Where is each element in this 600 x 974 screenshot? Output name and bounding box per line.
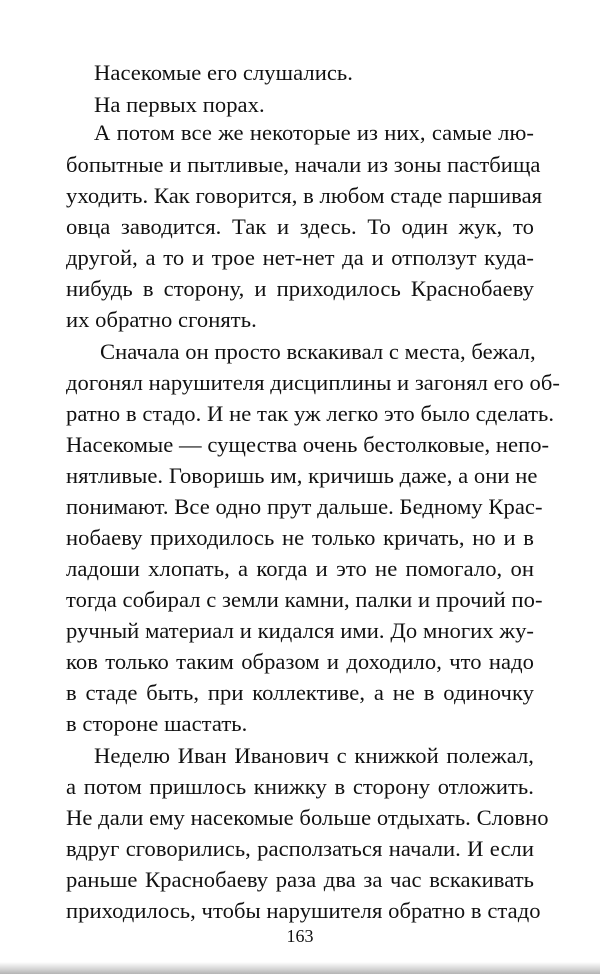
text-line: раньше Краснобаеву раза два за час вскакивать [66, 867, 534, 892]
text-line: Насекомые — существа очень бестолковые, непо- [66, 432, 550, 457]
page-bottom-shadow [0, 962, 600, 974]
paragraph-start-line: Неделю Иван Иванович с книжкой полежал, [94, 743, 534, 768]
text-line: ков только таким образом и доходило, что надо [66, 649, 534, 674]
paragraph-start-line: А потом все же некоторые из них, самые лю- [94, 120, 534, 145]
text-line: Не дали ему насекомые больше отдыхать. Словно [66, 805, 549, 830]
text-line: догонял нарушителя дисциплины и загонял его об- [66, 370, 560, 395]
text-line: нятливые. Говоришь им, кричишь даже, а они не [66, 463, 538, 488]
text-line: ладоши хлопать, а когда и это не помогало, он [66, 556, 534, 581]
text-line: бопытные и пытливые, начали из зоны пастбища [66, 152, 541, 177]
text-line: понимают. Все одно прут дальше. Бедному Крас- [66, 494, 543, 519]
text-line: а потом пришлось книжку в сторону отложить. [66, 774, 534, 799]
text-line: приходилось, чтобы нарушителя обратно в стадо [66, 898, 541, 923]
text-line: овца заводится. Так и здесь. То один жук, то [66, 214, 534, 239]
paragraph-start-line: Сначала он просто вскакивал с места, бежал, [100, 339, 536, 364]
text-line: Насекомые его слушались. [94, 60, 353, 85]
text-line: их обратно сгонять. [66, 307, 257, 332]
text-line: На первых порах. [94, 92, 265, 117]
text-line: вдруг сговорились, расползаться начали. И если [66, 836, 534, 861]
page-number: 163 [286, 926, 314, 946]
text-line: в стаде быть, при коллективе, а не в одиночку [66, 680, 534, 705]
text-line: другой, а то и трое нет-нет да и отползут куда- [66, 245, 534, 270]
text-line: ручный материал и кидался ими. До многих жу- [66, 618, 534, 643]
text-line: ратно в стадо. И не так уж легко это было сделать. [66, 401, 555, 426]
text-line: в стороне шастать. [66, 711, 248, 736]
text-line: нибудь в сторону, и приходилось Краснобаеву [66, 276, 534, 301]
text-line: тогда собирал с земли камни, палки и прочий по- [66, 587, 543, 612]
text-line: уходить. Как говорится, в любом стаде паршивая [66, 183, 543, 208]
text-line: нобаеву приходилось не только кричать, но и в [66, 525, 534, 550]
